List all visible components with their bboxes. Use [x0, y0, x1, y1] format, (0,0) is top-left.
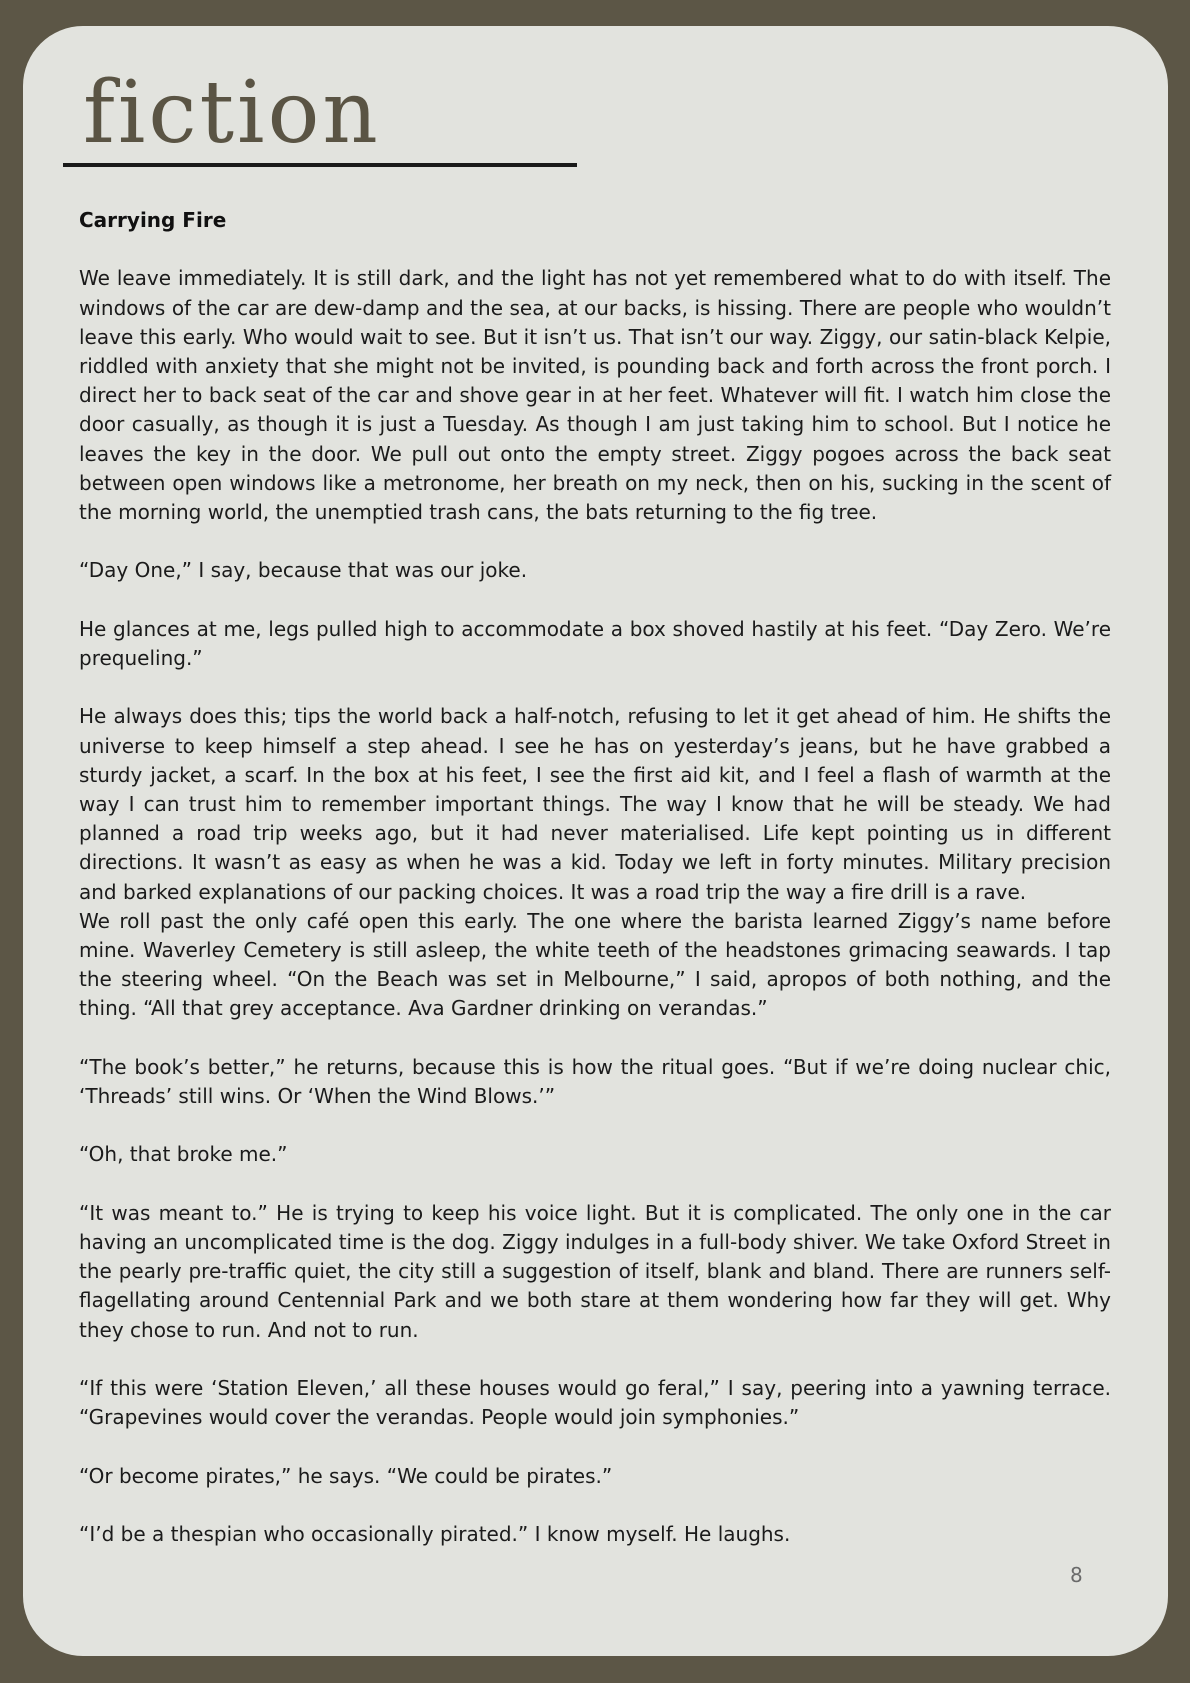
paragraph: “Day One,” I say, because that was our joke. [79, 558, 528, 583]
article-title: Carrying Fire [79, 208, 227, 232]
page-number: 8 [1070, 1563, 1083, 1587]
paragraph: “I’d be a thespian who occasionally pirated.” I know myself. He laughs. [79, 1521, 791, 1546]
page-card [23, 26, 1168, 1656]
paragraph: “If this were ‘Station Eleven,’ all these houses would go feral,” I say, peering into a yawning terrace. “Grapevines would cover the verandas. People would join symphonies.” [79, 1376, 1111, 1430]
section-title: fiction [83, 63, 381, 163]
paragraph: “Oh, that broke me.” [79, 1142, 288, 1167]
paragraph: “Or become pirates,” he says. “We could be pirates.” [79, 1463, 613, 1488]
title-underline [63, 163, 577, 167]
article [79, 206, 1111, 1549]
paragraph: We roll past the only café open this early. The one where the barista learned Ziggy’s name before mine. Waverley Cemetery is still asleep, the white teeth of the headstones grimacing seawards. I tap the steering wheel. “On the Beach was set in Melbourne,” I said, apropos of both nothing, and the thing. “All that grey acceptance. Ava Gardner drinking on verandas.” [79, 908, 1111, 1021]
paragraph: He always does this; tips the world back a half-notch, refusing to let it get ahead of him. He shifts the universe to keep himself a step ahead. I see he has on yesterday’s jeans, but he have grabbed a sturdy jacket, a scarf. In the box at his feet, I see the first aid kit, and I feel a flash of warmth at the way I can trust him to remember important things. The way I know that he will be steady. We had planned a road trip weeks ago, but it had never materialised. Life kept pointing us in different directions. It wasn’t as easy as when he was a kid. Today we left in forty minutes. Military precision and barked explanations of our packing choices. It was a road trip the way a fire drill is a rave. [79, 704, 1111, 904]
paragraph: He glances at me, legs pulled high to accommodate a box shoved hastily at his feet. “Day Zero. We’re prequeling.” [79, 616, 1111, 670]
paragraph: “The book’s better,” he returns, because this is how the ritual goes. “But if we’re doing nuclear chic, ‘Threads’ still wins. Or ‘When the Wind Blows.’” [79, 1054, 1111, 1109]
paragraph: We leave immediately. It is still dark, and the light has not yet remembered what to do with itself. The windows of the car are dew-damp and the sea, at our backs, is hissing. There are people who wouldn’t leave this early. Who would wait to see. But it isn’t us. That isn’t our way. Ziggy, our satin-black Kelpie, riddled with anxiety that she might not be invited, is pounding back and forth across the front porch. I direct her to back seat of the car and shove gear in at her feet. Whatever will fit. I watch him close the door casually, as though it is just a Tuesday. As though I am just taking him to school. But I notice he leaves the key in the door. We pull out onto the empty street. Ziggy pogoes across the back seat between open windows like a metronome, her breath on my neck, then on his, sucking in the scent of the morning world, the unemptied trash cans, the bats returning to the fig tree. [79, 266, 1111, 525]
paragraph: “It was meant to.” He is trying to keep his voice light. But it is complicated. The only one in the car having an uncomplicated time is the dog. Ziggy indulges in a full-body shiver. We take Oxford Street in the pearly pre-traffic quiet, the city still a suggestion of itself, blank and bland. There are runners self-flagellating around Centennial Park and we both stare at them wondering how far they will get. Why they chose to run. And not to run. [79, 1200, 1111, 1342]
